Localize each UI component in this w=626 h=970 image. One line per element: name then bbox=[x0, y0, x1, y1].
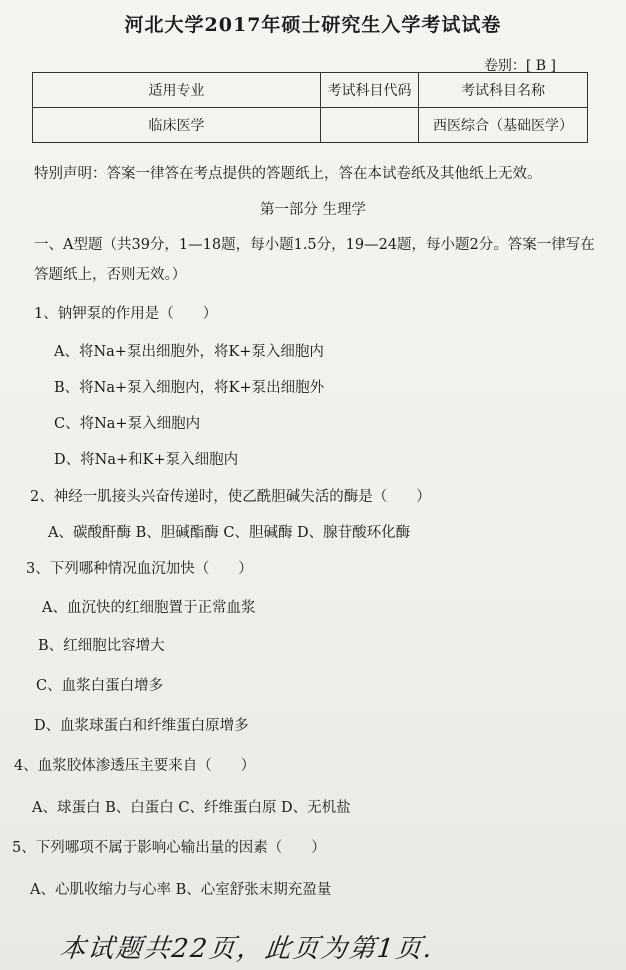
q3-stem: 3、下列哪种情况血沉加快（ ） bbox=[26, 561, 253, 577]
q1-option-c: C、将Na+泵入细胞内 bbox=[54, 416, 201, 432]
q1-option-b: B、将Na+泵入细胞内，将K+泵出细胞外 bbox=[54, 380, 325, 396]
subject-code-value bbox=[321, 108, 419, 143]
q3-option-b: B、红细胞比容增大 bbox=[38, 638, 165, 654]
paper-type-label: 卷别：[ B ] bbox=[483, 58, 556, 74]
part-heading-line2: 答题纸上，否则无效。） bbox=[34, 267, 187, 283]
exam-info-table bbox=[32, 72, 588, 143]
q5-options: A、心肌收缩力与心率 B、心室舒张末期充盈量 bbox=[30, 882, 332, 898]
major-header: 适用专业 bbox=[33, 73, 321, 108]
q5-stem: 5、下列哪项不属于影响心输出量的因素（ ） bbox=[12, 840, 326, 856]
q4-stem: 4、血浆胶体渗透压主要来自（ ） bbox=[14, 758, 256, 774]
subject-name-value: 西医综合（基础医学） bbox=[419, 108, 588, 143]
q3-option-a: A、血沉快的红细胞置于正常血浆 bbox=[42, 600, 256, 616]
q2-stem: 2、神经一肌接头兴奋传递时，使乙酰胆碱失活的酶是（ ） bbox=[30, 489, 431, 505]
q2-options: A、碳酸酐酶 B、胆碱酯酶 C、胆碱酶 D、腺苷酸环化酶 bbox=[48, 525, 411, 541]
subject-code-header: 考试科目代码 bbox=[321, 73, 419, 108]
major-value: 临床医学 bbox=[33, 108, 321, 143]
handwritten-page-note: 本试题共22页，此页为第1页. bbox=[58, 934, 436, 964]
part-heading-line1: 一、A型题（共39分，1—18题，每小题1.5分，19—24题，每小题2分。答案一律写在 bbox=[34, 237, 595, 253]
q1-stem: 1、钠钾泵的作用是（ ） bbox=[34, 306, 218, 322]
q4-options: A、球蛋白 B、白蛋白 C、纤维蛋白原 D、无机盐 bbox=[32, 800, 351, 816]
q1-option-d: D、将Na+和K+泵入细胞内 bbox=[54, 452, 239, 468]
q1-option-a: A、将Na+泵出细胞外，将K+泵入细胞内 bbox=[54, 344, 324, 360]
section-title: 第一部分 生理学 bbox=[259, 202, 367, 218]
exam-title: 河北大学2017年硕士研究生入学考试试卷 bbox=[124, 14, 502, 36]
q3-option-d: D、血浆球蛋白和纤维蛋白原增多 bbox=[34, 718, 249, 734]
q3-option-c: C、血浆白蛋白增多 bbox=[36, 678, 164, 694]
special-notice: 特别声明：答案一律答在考点提供的答题纸上，答在本试卷纸及其他纸上无效。 bbox=[34, 166, 542, 182]
subject-name-header: 考试科目名称 bbox=[419, 73, 588, 108]
